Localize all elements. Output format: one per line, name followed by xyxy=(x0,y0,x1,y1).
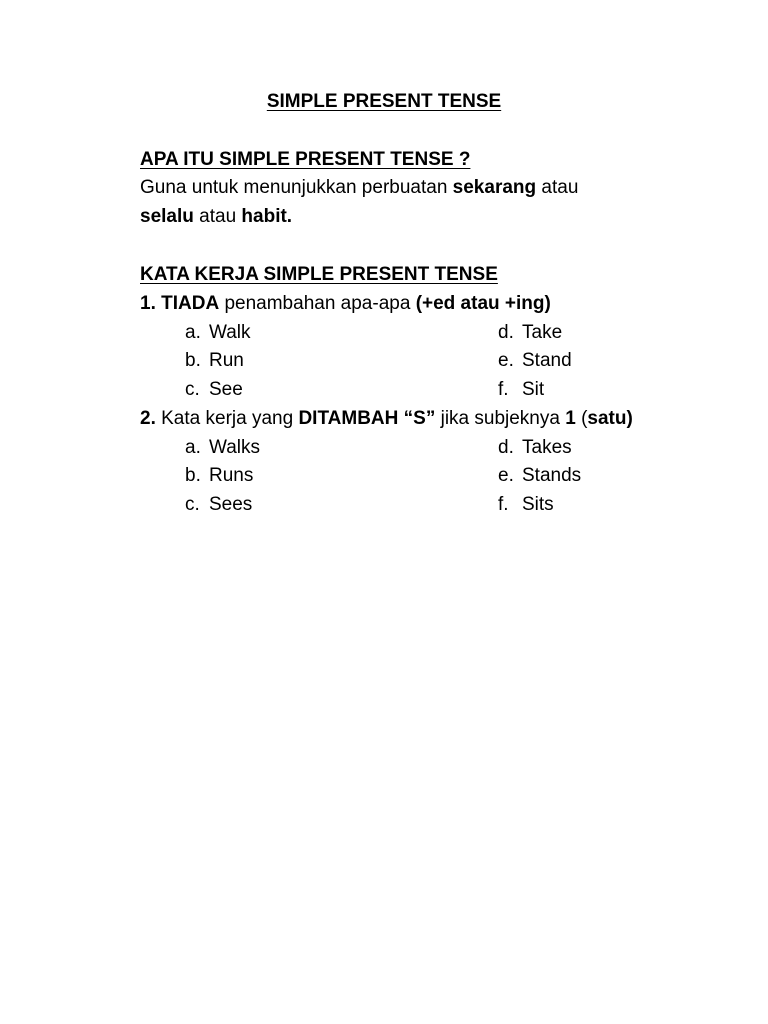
list-marker: e. xyxy=(498,465,514,486)
list-item-text: See xyxy=(209,379,243,400)
list-marker: b. xyxy=(185,465,201,486)
list-item xyxy=(498,462,581,490)
page-title: SIMPLE PRESENT TENSE xyxy=(266,91,502,112)
rule-2-bold-ditambah: DITAMBAH “S” xyxy=(298,408,436,429)
list-item-text: Stand xyxy=(522,350,572,371)
list-item xyxy=(498,319,562,347)
rule-1-number: 1. xyxy=(140,293,156,314)
list-marker: c. xyxy=(185,494,200,515)
rule-2-text: ( xyxy=(575,408,588,429)
list-marker: e. xyxy=(498,350,514,371)
list-item xyxy=(185,376,243,404)
rule-2-number: 2. xyxy=(140,408,156,429)
definition-bold-habit: habit. xyxy=(241,206,293,227)
rule-2-bold-number: 1 xyxy=(565,408,576,429)
list-marker: f. xyxy=(498,379,509,400)
definition-text: atau xyxy=(536,177,579,198)
list-item-text: Sit xyxy=(522,379,545,400)
rule-2-text: Kata kerja yang xyxy=(155,408,299,429)
section-heading-verbs: KATA KERJA SIMPLE PRESENT TENSE xyxy=(140,264,498,285)
definition-bold-sekarang: sekarang xyxy=(452,177,537,198)
rule-1-bold-tiada: TIADA xyxy=(155,293,220,314)
list-item xyxy=(185,434,260,462)
rule-1 xyxy=(140,290,551,318)
list-item-text: Sits xyxy=(522,494,554,515)
list-item-text: Sees xyxy=(209,494,253,515)
list-item-text: Runs xyxy=(209,465,254,486)
list-item xyxy=(185,319,251,347)
rule-1-bold-suffix: (+ed atau +ing) xyxy=(415,293,551,314)
rule-1-text: penambahan apa-apa xyxy=(219,293,416,314)
list-marker: a. xyxy=(185,437,201,458)
definition-text: Guna untuk menunjukkan perbuatan xyxy=(140,177,453,198)
list-marker: d. xyxy=(498,322,514,343)
rule-2 xyxy=(140,405,633,433)
list-marker: a. xyxy=(185,322,201,343)
list-item xyxy=(498,376,544,404)
list-marker: c. xyxy=(185,379,200,400)
list-marker: b. xyxy=(185,350,201,371)
list-item-text: Take xyxy=(522,322,563,343)
list-marker: d. xyxy=(498,437,514,458)
list-item-text: Walk xyxy=(209,322,251,343)
list-item xyxy=(185,347,244,375)
definition-bold-selalu: selalu xyxy=(140,206,194,227)
rule-2-bold-satu: satu) xyxy=(587,408,633,429)
list-item xyxy=(498,347,572,375)
list-item xyxy=(185,491,252,519)
list-item-text: Walks xyxy=(209,437,261,458)
section-heading-definition: APA ITU SIMPLE PRESENT TENSE ? xyxy=(140,149,471,170)
definition-text: atau xyxy=(193,206,242,227)
list-item xyxy=(185,462,253,490)
definition-line-1 xyxy=(140,174,578,202)
list-item-text: Stands xyxy=(522,465,582,486)
list-marker: f. xyxy=(498,494,509,515)
list-item-text: Takes xyxy=(522,437,572,458)
list-item xyxy=(498,434,572,462)
rule-2-text: jika subjeknya xyxy=(435,408,566,429)
list-item xyxy=(498,491,554,519)
definition-line-2 xyxy=(140,203,292,231)
list-item-text: Run xyxy=(209,350,244,371)
